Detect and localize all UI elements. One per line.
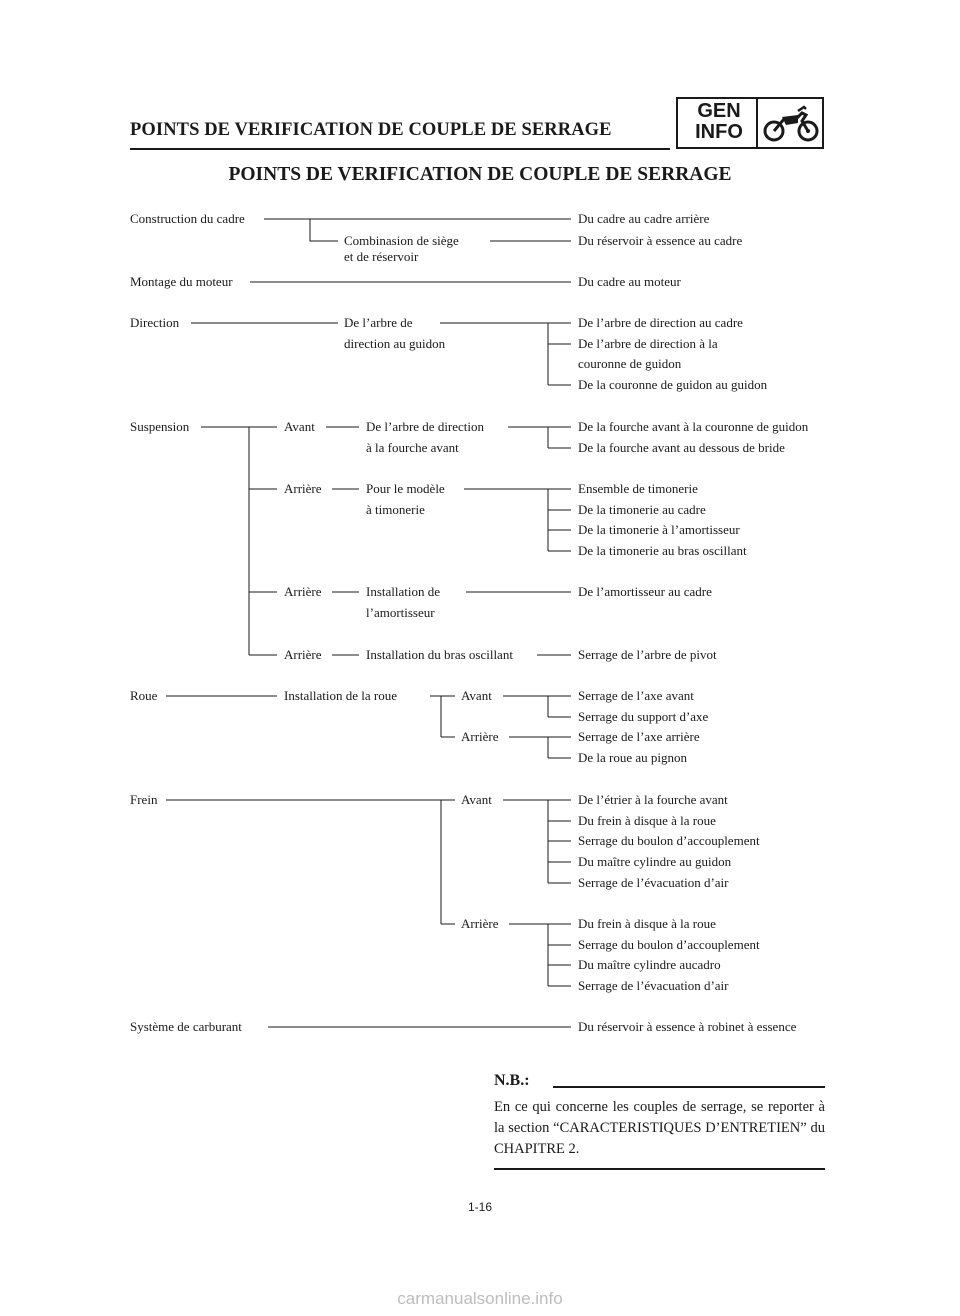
tree-sub-seat-tank: Combinasion de siège (344, 233, 459, 248)
tree-leaf: Du frein à disque à la roue (578, 916, 716, 931)
tree-leaf: De la couronne de guidon au guidon (578, 377, 768, 392)
tree-leaf: Serrage de l’évacuation d’air (578, 875, 729, 890)
tree-leaf: De la fourche avant au dessous de bride (578, 440, 785, 455)
page-title: POINTS DE VERIFICATION DE COUPLE DE SERRAGE (228, 164, 732, 185)
tree-sub: De l’arbre de direction (366, 419, 485, 434)
tree-sub-steering-2: direction au guidon (344, 336, 446, 351)
tree-leaf: couronne de guidon (578, 356, 682, 371)
tree-leaf: De la timonerie au bras oscillant (578, 543, 747, 558)
tree-leaf: Serrage de l’axe arrière (578, 729, 700, 744)
tree-sub: à la fourche avant (366, 440, 459, 455)
tree-leaf: Du réservoir à essence au cadre (578, 233, 743, 248)
tree-leaf: De l’arbre de direction à la (578, 336, 718, 351)
badge-line-1: GEN (697, 100, 741, 122)
tree-leaf: De la fourche avant à la couronne de guidon (578, 419, 809, 434)
tree-level: Arrière (284, 584, 322, 599)
tree-leaf: Du frein à disque à la roue (578, 813, 716, 828)
tree-category-engine: Montage du moteur (130, 274, 233, 289)
tree-category-fuel: Système de carburant (130, 1019, 242, 1034)
watermark: carmanualsonline.info (397, 1289, 563, 1308)
tree-sub: à timonerie (366, 502, 425, 517)
tree-leaf: De l’amortisseur au cadre (578, 584, 712, 599)
page-number: 1-16 (467, 1200, 493, 1214)
tree-leaf: Du maître cylindre aucadro (578, 957, 721, 972)
tree-level: Avant (461, 792, 492, 807)
tree-leaf: Du réservoir à essence à robinet à essence (578, 1019, 797, 1034)
note-text: En ce qui concerne les couples de serrage, se reporter à la section “CARACTERISTIQUES D’ENTRETIEN” du CHAPITRE 2. (494, 1099, 825, 1157)
tree-leaf: Serrage du boulon d’accouplement (578, 833, 760, 848)
tree-leaf: Serrage de l’axe avant (578, 688, 694, 703)
tree-sub: Pour le modèle (366, 481, 445, 496)
tree-level: Arrière (284, 647, 322, 662)
tree-category-steering: Direction (130, 315, 180, 330)
note-bottom-rule (494, 1168, 825, 1170)
tree-leaf: Serrage du support d’axe (578, 709, 709, 724)
tree-category-brake: Frein (130, 792, 158, 807)
tree-category-wheel: Roue (130, 688, 158, 703)
tree-leaf: De l’étrier à la fourche avant (578, 792, 728, 807)
tree-leaf: De la timonerie au cadre (578, 502, 706, 517)
tree-leaf: De la timonerie à l’amortisseur (578, 522, 740, 537)
tree-sub: Installation de la roue (284, 688, 397, 703)
note-label: N.B.: (494, 1072, 530, 1089)
tree-leaf: De la roue au pignon (578, 750, 688, 765)
tree-level: Arrière (284, 481, 322, 496)
tree-leaf: De l’arbre de direction au cadre (578, 315, 743, 330)
tree-sub: l’amortisseur (366, 605, 435, 620)
header-title: POINTS DE VERIFICATION DE COUPLE DE SERRAGE (130, 120, 612, 140)
tree-category-suspension: Suspension (130, 419, 190, 434)
tree-sub-steering: De l’arbre de (344, 315, 413, 330)
tree-leaf: Serrage du boulon d’accouplement (578, 937, 760, 952)
tree-leaf: Du cadre au moteur (578, 274, 681, 289)
tree-level: Arrière (461, 729, 499, 744)
badge-line-2: INFO (695, 121, 743, 143)
tree-leaf: Du cadre au cadre arrière (578, 211, 710, 226)
tree-level: Avant (284, 419, 315, 434)
tree-leaf: Ensemble de timonerie (578, 481, 698, 496)
tree-level: Arrière (461, 916, 499, 931)
tree-sub: Installation du bras oscillant (366, 647, 513, 662)
tree-sub-seat-tank-2: et de réservoir (344, 249, 419, 264)
tree-leaf: Du maître cylindre au guidon (578, 854, 732, 869)
tree-category-construction: Construction du cadre (130, 211, 245, 226)
note-top-rule (553, 1086, 825, 1088)
tree-level: Avant (461, 688, 492, 703)
tree-sub: Installation de (366, 584, 441, 599)
tree-leaf: Serrage de l’évacuation d’air (578, 978, 729, 993)
tree-leaf: Serrage de l’arbre de pivot (578, 647, 717, 662)
